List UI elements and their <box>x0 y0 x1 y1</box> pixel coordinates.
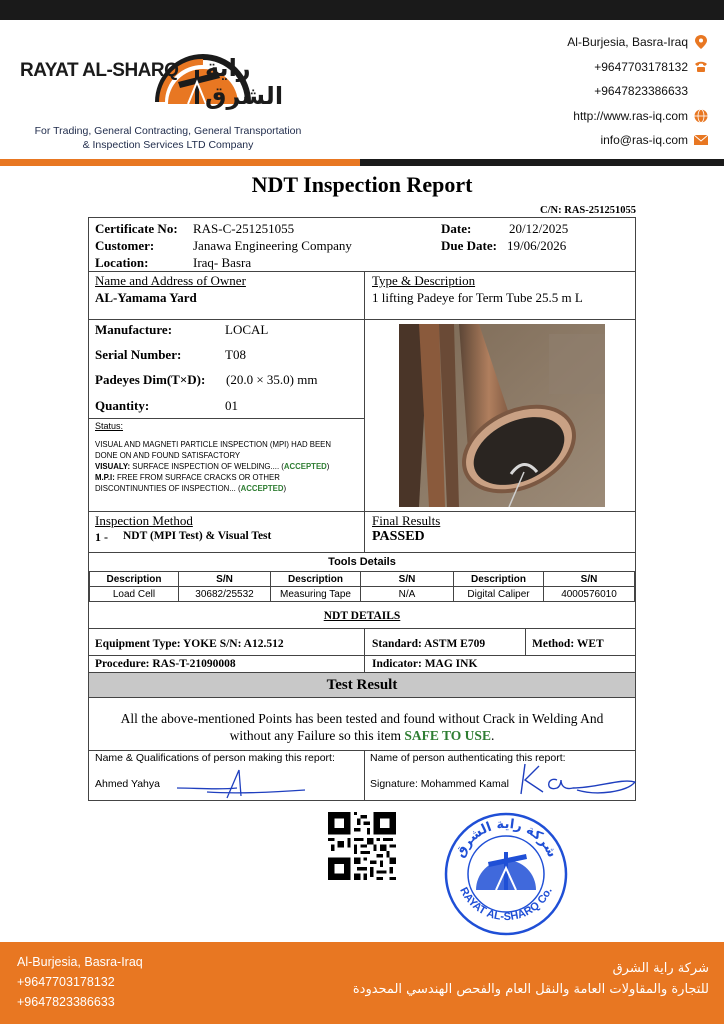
method: Method: WET <box>532 638 604 650</box>
visual-status: VISUALY: SURFACE INSPECTION OF WELDING.... (ACCEPTED) <box>95 462 330 471</box>
due-date-label: Due Date: <box>441 238 497 253</box>
logo-english-text: RAYAT AL-SHARQ <box>20 60 179 81</box>
contact-address-text: Al-Burjesia, Basra-Iraq <box>567 35 688 50</box>
tools-header: Description <box>271 572 361 587</box>
table-cell: 30682/25532 <box>179 587 271 602</box>
header-contacts <box>567 30 708 153</box>
dim-label: Padeyes Dim(T×D): <box>95 372 206 387</box>
status-block <box>95 421 357 494</box>
footer-phone-1[interactable]: +9647703178132 <box>17 975 115 989</box>
owner-value: AL-Yamama Yard <box>95 290 197 305</box>
stamp-english-text: RAYAT AL-SHARQ Co. <box>457 885 555 924</box>
quantity-value: 01 <box>225 398 238 413</box>
auth-signature-icon <box>517 758 637 800</box>
equipment-type: Equipment Type: YOKE S/N: A12.512 <box>95 638 284 650</box>
contact-address <box>567 30 708 55</box>
test-result-text <box>89 710 635 744</box>
company-logo <box>20 32 320 122</box>
company-stamp-icon <box>442 810 570 938</box>
status-line-1: VISUAL AND MAGNETI PARTICLE INSPECTION (MPI) HAD BEEN <box>95 440 331 449</box>
accepted-badge: ACCEPTED <box>240 484 284 493</box>
status-label: Status: <box>95 421 124 431</box>
tools-header: S/N <box>179 572 271 587</box>
tagline-line-1: For Trading, General Contracting, General Transportation <box>34 125 302 137</box>
tools-title: Tools Details <box>328 556 396 568</box>
tools-header-row <box>90 572 635 587</box>
table-cell: N/A <box>361 587 454 602</box>
status-line-2: DONE ON AND FOUND SATISFACTORY <box>95 451 241 460</box>
globe-icon <box>694 109 708 123</box>
table-row <box>90 587 635 602</box>
footer-phone-2[interactable]: +9647823386633 <box>17 995 115 1009</box>
certificate-value: RAS-C-251251055 <box>193 221 295 236</box>
contact-phone-2-text: +9647823386633 <box>594 84 688 99</box>
contact-phone-1[interactable] <box>567 55 708 80</box>
type-label: Type & Description <box>372 273 476 288</box>
method-label: Inspection Method <box>95 513 193 528</box>
dim-value: (20.0 × 35.0) mm <box>226 372 318 387</box>
tools-table <box>89 571 635 602</box>
serial-label: Serial Number: <box>95 347 182 362</box>
padeye-photo <box>399 324 605 507</box>
type-value: 1 lifting Padeye for Term Tube 25.5 m L <box>372 290 583 305</box>
table-cell: Measuring Tape <box>271 587 361 602</box>
maker-name: Ahmed Yahya <box>95 778 160 790</box>
table-cell: Digital Caliper <box>454 587 544 602</box>
result-line-1: All the above-mentioned Points has been tested and found without Crack in Welding And <box>120 711 604 726</box>
location-label: Location: <box>95 255 149 270</box>
final-results-label: Final Results <box>372 513 441 528</box>
phone-icon <box>694 60 708 74</box>
method-number: 1 - <box>95 530 108 544</box>
contact-website[interactable] <box>567 104 708 129</box>
logo-arabic-text: راية الشرق <box>205 54 284 110</box>
quantity-label: Quantity: <box>95 398 150 413</box>
mail-icon <box>694 133 708 147</box>
tools-header: S/N <box>361 572 454 587</box>
maker-signature-icon <box>177 766 307 806</box>
contact-website-text: http://www.ras-iq.com <box>573 108 688 123</box>
due-date-value: 19/06/2026 <box>507 238 567 253</box>
footer-arabic-line-1: شركة راية الشرق <box>612 961 709 976</box>
date-label: Date: <box>441 221 472 236</box>
report-body <box>88 217 636 801</box>
contact-phone-2[interactable] <box>567 79 708 104</box>
manufacture-label: Manufacture: <box>95 322 173 337</box>
date-value: 20/12/2025 <box>509 221 569 236</box>
test-result-title: Test Result <box>89 672 635 698</box>
location-value: Iraq- Basra <box>193 255 252 270</box>
maker-label: Name & Qualifications of person making this report: <box>95 752 335 764</box>
certificate-label: Certificate No: <box>95 221 178 236</box>
method-value: NDT (MPI Test) & Visual Test <box>123 530 272 542</box>
contact-email-text: info@ras-iq.com <box>600 133 688 148</box>
safe-to-use-badge: SAFE TO USE <box>404 728 491 743</box>
customer-label: Customer: <box>95 238 155 253</box>
location-icon <box>694 35 708 49</box>
qr-code-icon <box>328 812 396 880</box>
stamp-arabic-text: شركة راية الشرق <box>452 816 560 861</box>
tools-header: Description <box>454 572 544 587</box>
owner-label: Name and Address of Owner <box>95 273 246 288</box>
result-line-2: without any Failure so this item SAFE TO USE. <box>229 728 495 743</box>
footer-arabic-line-2: للتجارة والمقاولات العامة والنقل العام والفحص الهندسي المحدودة <box>352 982 709 997</box>
contact-phone-1-text: +9647703178132 <box>594 59 688 74</box>
accepted-badge: ACCEPTED <box>283 462 327 471</box>
top-bar <box>0 0 724 20</box>
mpi-status: M.P.I: FREE FROM SURFACE CRACKS OR OTHER <box>95 473 280 482</box>
manufacture-value: LOCAL <box>225 322 269 337</box>
company-tagline <box>18 124 318 152</box>
tools-header: S/N <box>544 572 635 587</box>
tagline-line-2: & Inspection Services LTD Company <box>82 139 254 151</box>
contact-email[interactable] <box>567 128 708 153</box>
mpi-status-2: DISCONTINUNTIES OF INSPECTION... (ACCEPTED) <box>95 484 287 493</box>
standard: Standard: ASTM E709 <box>372 638 486 650</box>
customer-value: Janawa Engineering Company <box>193 238 352 253</box>
report-title: NDT Inspection Report <box>251 172 473 197</box>
footer <box>0 942 724 1024</box>
auth-name: Signature: Mohammed Kamal <box>370 778 509 790</box>
ndt-details-title: NDT DETAILS <box>323 610 401 622</box>
header-divider <box>0 159 724 166</box>
serial-value: T08 <box>225 347 246 362</box>
indicator: Indicator: MAG INK <box>372 658 478 670</box>
final-results-value: PASSED <box>372 529 425 544</box>
footer-arabic <box>353 958 709 1000</box>
footer-contacts <box>17 952 143 1012</box>
footer-address: Al-Burjesia, Basra-Iraq <box>17 955 143 969</box>
control-number: C/N: RAS-251251055 <box>540 205 636 216</box>
procedure: Procedure: RAS-T-21090008 <box>95 658 236 670</box>
table-cell: 4000576010 <box>544 587 635 602</box>
tools-header: Description <box>90 572 179 587</box>
auth-label: Name of person authenticating this report: <box>370 752 566 764</box>
table-cell: Load Cell <box>90 587 179 602</box>
